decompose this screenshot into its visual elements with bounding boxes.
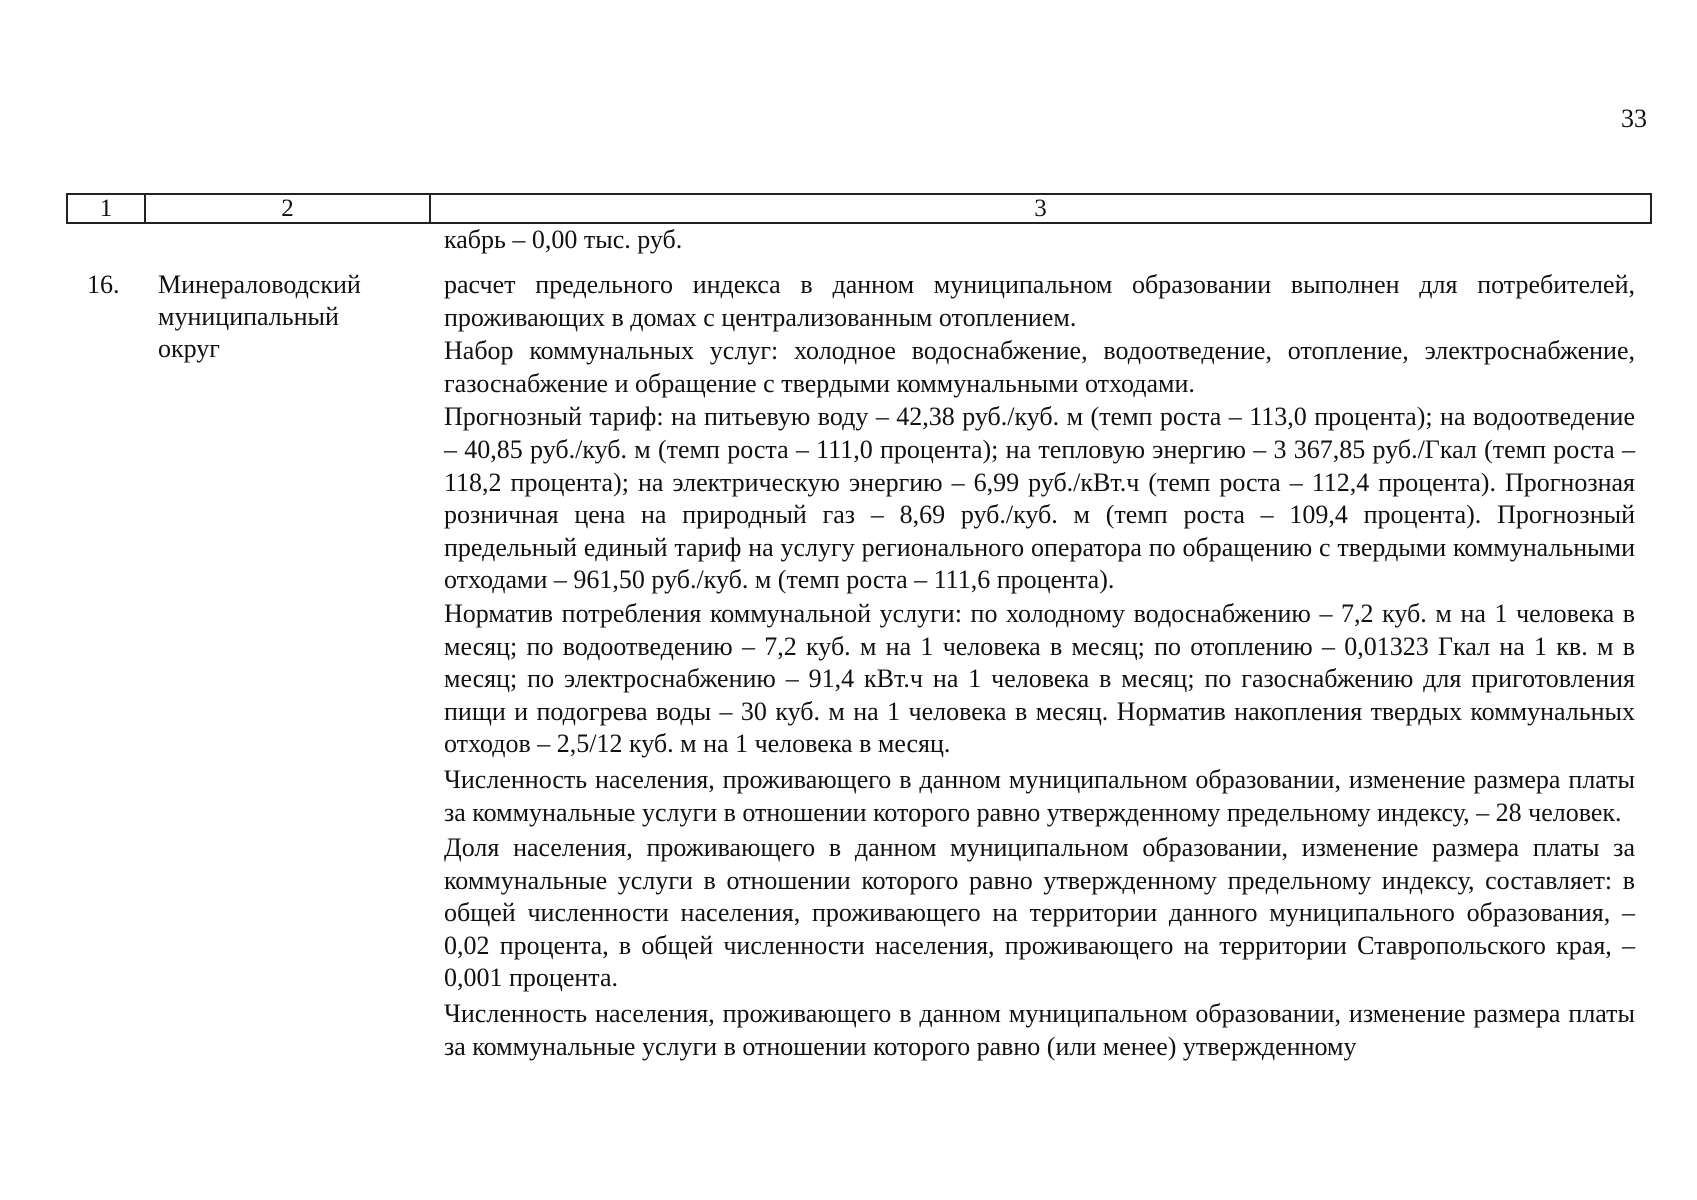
column-header-2: 2	[145, 194, 430, 223]
municipality-name-line: Минераловодский	[158, 270, 361, 299]
description-text	[444, 269, 1635, 1063]
row-number: 16.	[87, 270, 120, 299]
municipality-name-line: муниципальный	[158, 302, 339, 331]
paragraph-population: Численность населения, проживающего в данном муниципальном образовании, изменение размера платы за коммунальные услуги в отношении которого равно утвержденному предельному индексу, – 28 человек.	[444, 764, 1635, 827]
carry-over-text: кабрь – 0,00 тыс. руб.	[444, 225, 683, 254]
municipality-name	[158, 269, 418, 365]
municipality-name-line: округ	[158, 334, 220, 363]
paragraph-population-less: Численность населения, проживающего в данном муниципальном образовании, изменение размера платы за коммунальные услуги в отношении которого равно (или менее) утвержденному	[444, 999, 1635, 1061]
paragraph-norms: Норматив потребления коммунальной услуги: по холодному водоснабжению – 7,2 куб. м на 1 человека в месяц; по водоотведению – 7,2 куб. м на 1 человека в месяц; по отоплению – 0,01323 Гкал на 1 кв. м в месяц; по электроснабжению – 91,4 кВт.ч на 1 человека в месяц; по газоснабжению для приготовления пищи и подогрева воды – 30 куб. м на 1 человека в месяц. Норматив накопления твердых коммунальных отходов – 2,5/12 куб. м на 1 человека в месяц.	[444, 598, 1635, 759]
paragraph-scope: расчет предельного индекса в данном муниципальном образовании выполнен для потребителей, проживающих в домах с централизованным отоплением.	[444, 270, 1635, 332]
page-number: 33	[1621, 104, 1647, 133]
paragraph-services: Набор коммунальных услуг: холодное водоснабжение, водоотведение, отопление, электроснабжение, газоснабжение и обращение с твердыми коммунальными отходами.	[444, 336, 1635, 398]
paragraph-tariffs: Прогнозный тариф: на питьевую воду – 42,38 руб./куб. м (темп роста – 113,0 процента); на водоотведение – 40,85 руб./куб. м (темп роста – 111,0 процента); на тепловую энергию – 3 367,85 руб./Гкал (темп роста – 118,2 процента); на электрическую энергию – 6,99 руб./кВт.ч (темп роста – 112,4 процента). Прогнозная розничная цена на природный газ – 8,69 руб./куб. м (темп роста – 109,4 процента). Прогнозный предельный единый тариф на услугу регионального оператора по обращению с твердыми коммунальными отходами – 961,50 руб./куб. м (темп роста – 111,6 процента).	[444, 402, 1635, 595]
paragraph-share: Доля населения, проживающего в данном муниципальном образовании, изменение размера платы за коммунальные услуги в отношении которого равно утвержденному предельному индексу, составляет: в общей численности населения, проживающего на территории данного муниципального образования, – 0,02 процента, в общей численности населения, проживающего на территории Ставропольского края, – 0,001 процента.	[444, 833, 1635, 993]
column-header-table	[66, 193, 1652, 224]
column-header-row	[67, 194, 1651, 223]
column-header-3: 3	[430, 194, 1651, 223]
column-header-1: 1	[67, 194, 145, 223]
